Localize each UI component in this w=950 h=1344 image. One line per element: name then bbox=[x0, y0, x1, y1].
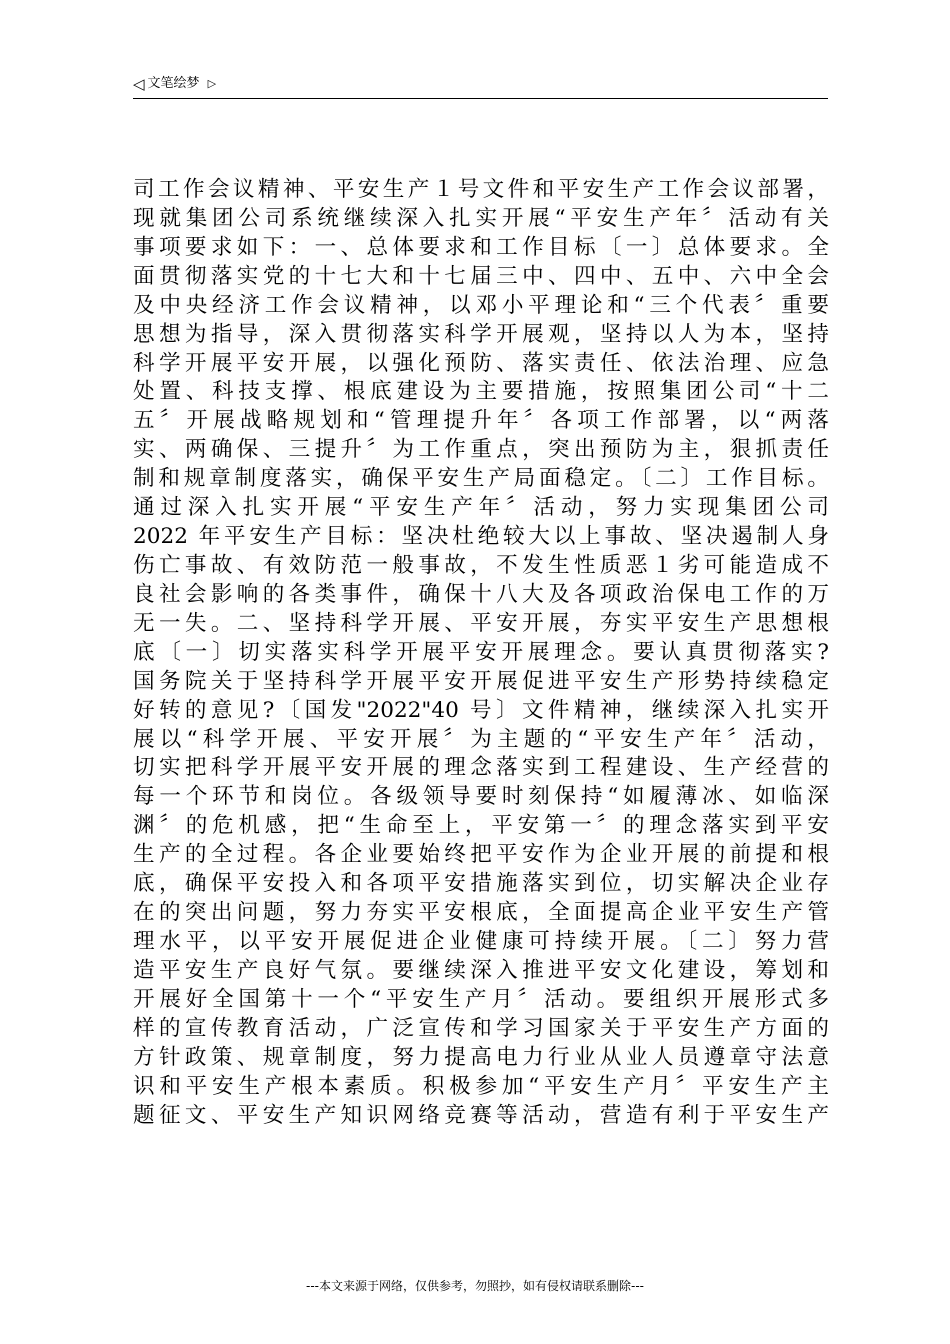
text-line: 展以“科学开展、平安开展〞为主题的“平安生产年〞活动， bbox=[133, 726, 829, 752]
text-line: 好转的意见?〔国发"2022"40 号〕文件精神，继续深入扎实开 bbox=[133, 697, 829, 723]
text-line: 制和规章制度落实，确保平安生产局面稳定。〔二〕工作目标。 bbox=[133, 466, 829, 492]
text-line: 方针政策、规章制度，努力提高电力行业从业人员遵章守法意 bbox=[133, 1044, 829, 1070]
text-line: 科学开展平安开展，以强化预防、落实责任、依法治理、应急 bbox=[133, 350, 829, 376]
text-line: 底〔一〕切实落实科学开展平安开展理念。要认真贯彻落实? bbox=[133, 639, 829, 665]
text-line: 识和平安生产根本素质。积极参加“平安生产月〞平安生产主 bbox=[133, 1073, 829, 1099]
text-line: 五〞开展战略规划和“管理提升年〞各项工作部署，以“两落 bbox=[133, 408, 829, 434]
page-header bbox=[133, 74, 828, 99]
triangle-left-icon: ◁ bbox=[133, 75, 145, 93]
document-body bbox=[133, 176, 829, 1130]
text-line: 题征文、平安生产知识网络竞赛等活动，营造有利于平安生产 bbox=[133, 1102, 829, 1128]
text-line: 理水平，以平安开展促进企业健康可持续开展。〔二〕努力营 bbox=[133, 928, 829, 954]
text-line: 2022 年平安生产目标：坚决杜绝较大以上事故、坚决遏制人身 bbox=[133, 524, 829, 550]
text-line: 底，确保平安投入和各项平安措施落实到位，切实解决企业存 bbox=[133, 871, 829, 897]
brand-name: 文笔绘梦 bbox=[147, 76, 200, 91]
text-line: 事项要求如下：一、总体要求和工作目标〔一〕总体要求。全 bbox=[133, 234, 829, 260]
footer-disclaimer: ---本文来源于网络，仅供参考，勿照抄，如有侵权请联系删除--- bbox=[306, 1279, 644, 1293]
text-line: 生产的全过程。各企业要始终把平安作为企业开展的前提和根 bbox=[133, 842, 829, 868]
text-line: 样的宣传教育活动，广泛宣传和学习国家关于平安生产方面的 bbox=[133, 1015, 829, 1041]
text-line: 开展好全国第十一个“平安生产月〞活动。要组织开展形式多 bbox=[133, 986, 829, 1012]
text-line: 无一失。二、坚持科学开展、平安开展，夯实平安生产思想根 bbox=[133, 610, 829, 636]
text-line: 处置、科技支撑、根底建设为主要措施，按照集团公司“十二 bbox=[133, 379, 829, 405]
text-line: 实、两确保、三提升〞为工作重点，突出预防为主，狠抓责任 bbox=[133, 437, 829, 463]
text-line: 每一个环节和岗位。各级领导要时刻保持“如履薄冰、如临深 bbox=[133, 784, 829, 810]
text-line: 良社会影响的各类事件，确保十八大及各项政治保电工作的万 bbox=[133, 581, 829, 607]
text-line: 面贯彻落实党的十七大和十七届三中、四中、五中、六中全会 bbox=[133, 263, 829, 289]
text-line: 司工作会议精神、平安生产１号文件和平安生产工作会议部署， bbox=[133, 177, 829, 202]
text-line: 通过深入扎实开展“平安生产年〞活动，努力实现集团公司 bbox=[133, 495, 829, 521]
text-line: 现就集团公司系统继续深入扎实开展“平安生产年〞活动有关 bbox=[133, 205, 829, 231]
text-line: 造平安生产良好气氛。要继续深入推进平安文化建设，筹划和 bbox=[133, 957, 829, 983]
text-line: 思想为指导，深入贯彻落实科学开展观，坚持以人为本，坚持 bbox=[133, 321, 829, 347]
triangle-right-icon: ▷ bbox=[207, 77, 217, 90]
text-line: 渊〞的危机感，把“生命至上，平安第一〞的理念落实到平安 bbox=[133, 813, 829, 839]
brand bbox=[133, 76, 216, 92]
text-line: 切实把科学开展平安开展的理念落实到工程建设、生产经营的 bbox=[133, 755, 829, 781]
text-line: 伤亡事故、有效防范一般事故，不发生性质恶１劣可能造成不 bbox=[133, 552, 829, 578]
text-line: 在的突出问题，努力夯实平安根底，全面提高企业平安生产管 bbox=[133, 900, 829, 926]
text-line: 国务院关于坚持科学开展平安开展促进平安生产形势持续稳定 bbox=[133, 668, 829, 694]
text-line: 及中央经济工作会议精神，以邓小平理论和“三个代表〞重要 bbox=[133, 292, 829, 318]
